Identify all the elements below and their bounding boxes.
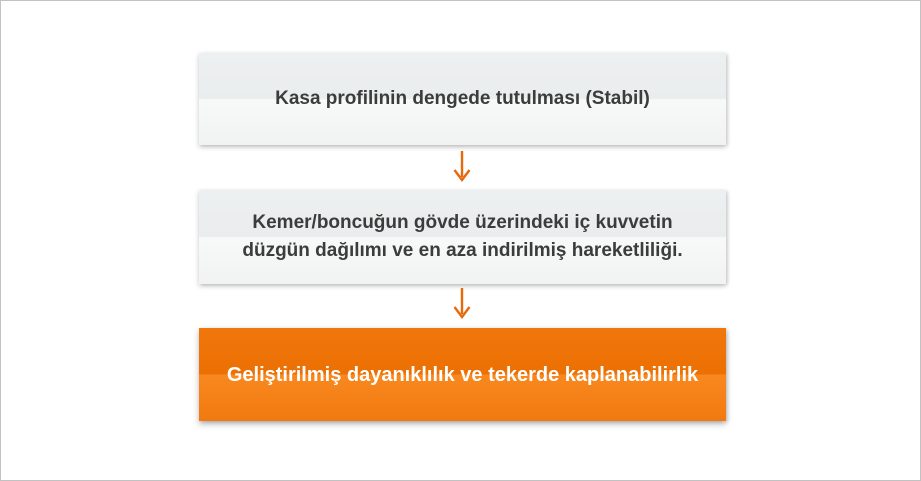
flow-step-2-box: [199, 190, 726, 284]
flow-step-3-box: [199, 328, 726, 421]
flow-step-2-label-line2: düzgün dağılımı ve en aza indirilmiş hareketliliği.: [242, 240, 683, 261]
flow-step-1-box: [199, 53, 726, 145]
down-arrow-icon: [446, 286, 478, 324]
flow-step-3-label: Geliştirilmiş dayanıklılık ve tekerde kaplanabilirlik: [226, 363, 699, 386]
flow-step-2-label-line1: Kemer/boncuğun gövde üzerindeki iç kuvvetin: [252, 212, 673, 233]
down-arrow-icon: [446, 149, 478, 187]
flow-step-1-label: Kasa profilinin dengede tutulması (Stabil): [275, 88, 650, 109]
